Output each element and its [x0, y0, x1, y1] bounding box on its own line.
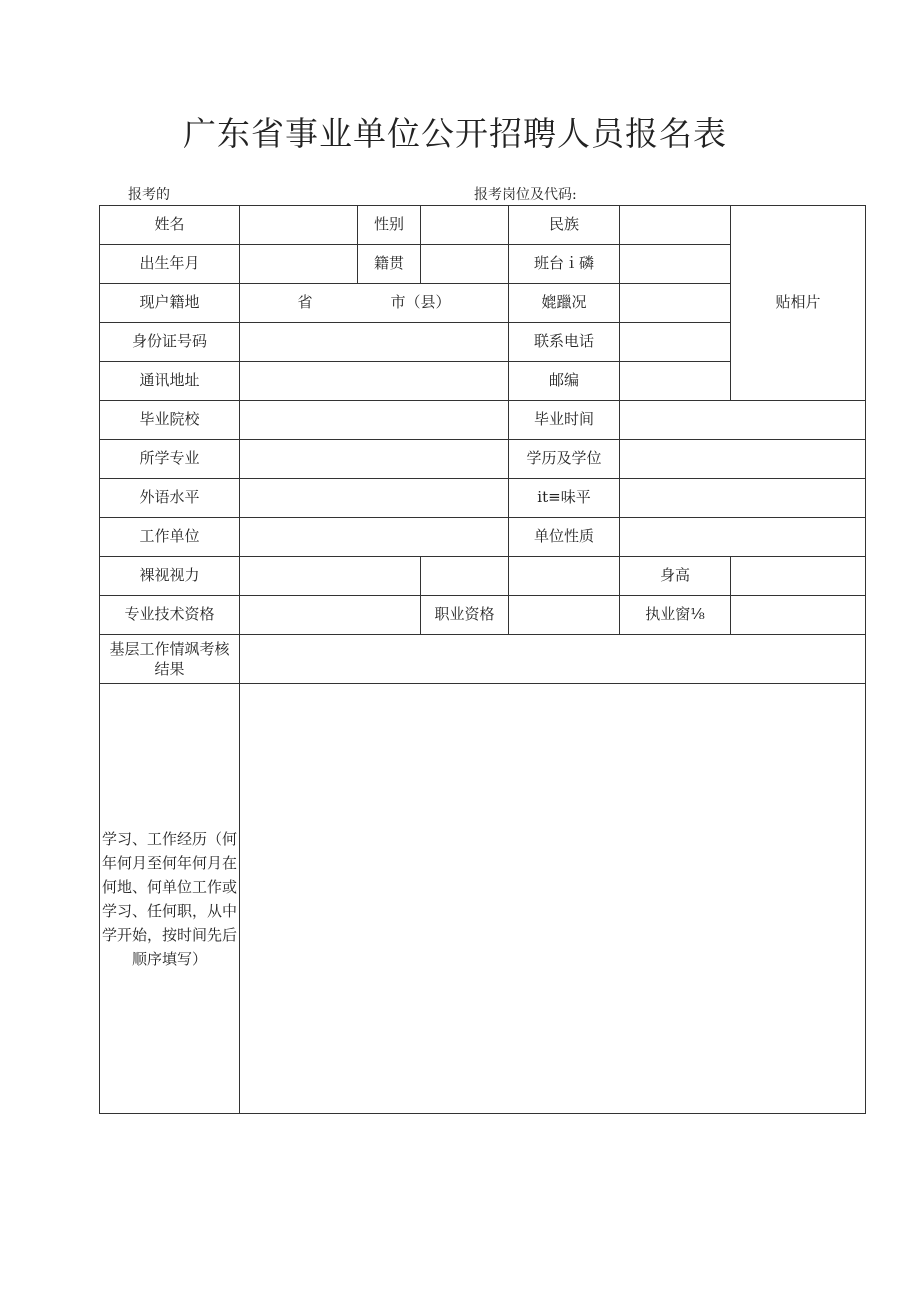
- birth-field[interactable]: [240, 245, 358, 284]
- computer-label: it≡味平: [509, 479, 620, 518]
- native-place-label: 籍贯: [358, 245, 421, 284]
- photo-box[interactable]: [731, 206, 866, 401]
- grad-time-label: 毕业时间: [509, 401, 620, 440]
- vocational-qual-field[interactable]: [509, 596, 620, 635]
- major-label: 所学专业: [100, 440, 240, 479]
- residence-label: 现户籍地: [100, 284, 240, 323]
- degree-field[interactable]: [620, 440, 866, 479]
- apply-unit-label: 报考的: [128, 187, 170, 203]
- work-unit-field[interactable]: [240, 518, 509, 557]
- marital-field[interactable]: [620, 284, 731, 323]
- vision-label: 裸视视力: [100, 557, 240, 596]
- marital-label: 媲躐况: [509, 284, 620, 323]
- residence-field[interactable]: [240, 284, 509, 323]
- post-code-label: 报考岗位及代码:: [474, 187, 577, 203]
- computer-field[interactable]: [620, 479, 866, 518]
- phone-field[interactable]: [620, 323, 731, 362]
- gender-label: 性别: [358, 206, 421, 245]
- practice-qual-label: 执业窗⅛: [620, 596, 731, 635]
- vision-right-field[interactable]: [421, 557, 509, 596]
- name-label: 姓名: [100, 206, 240, 245]
- work-unit-label: 工作单位: [100, 518, 240, 557]
- grassroots-label-line2: 结果: [154, 660, 185, 678]
- tech-qual-label: 专业技术资格: [100, 596, 240, 635]
- height-label: 身高: [620, 557, 731, 596]
- unit-nature-field[interactable]: [620, 518, 866, 557]
- vision-left-field[interactable]: [240, 557, 421, 596]
- gender-field[interactable]: [421, 206, 509, 245]
- political-label: 班台ｉ磷: [509, 245, 620, 284]
- id-number-label: 身份证号码: [100, 323, 240, 362]
- photo-label: 贴相片: [775, 293, 821, 312]
- grassroots-field[interactable]: [240, 635, 866, 684]
- birth-label: 出生年月: [100, 245, 240, 284]
- history-label: 学习、工作经历（何年何月至何年何月在何地、何单位工作或学习、任何职，从中学开始，按时间先后顺序填写）: [102, 829, 238, 968]
- school-field[interactable]: [240, 401, 509, 440]
- major-field[interactable]: [240, 440, 509, 479]
- foreign-lang-field[interactable]: [240, 479, 509, 518]
- grad-time-field[interactable]: [620, 401, 866, 440]
- practice-qual-field[interactable]: [731, 596, 866, 635]
- address-label: 通讯地址: [100, 362, 240, 401]
- phone-label: 联系电话: [509, 323, 620, 362]
- address-field[interactable]: [240, 362, 509, 401]
- ethnicity-field[interactable]: [620, 206, 731, 245]
- height-field[interactable]: [731, 557, 866, 596]
- native-place-field[interactable]: [421, 245, 509, 284]
- province-label: 省: [297, 293, 313, 312]
- degree-label: 学历及学位: [509, 440, 620, 479]
- school-label: 毕业院校: [100, 401, 240, 440]
- grassroots-label: [100, 635, 240, 684]
- page-title: 广东省事业单位公开招聘人员报名表: [183, 114, 727, 153]
- tech-qual-field[interactable]: [240, 596, 421, 635]
- vocational-qual-label: 职业资格: [421, 596, 509, 635]
- ethnicity-label: 民族: [509, 206, 620, 245]
- city-county-label: 市（县）: [390, 293, 451, 312]
- foreign-lang-label: 外语水平: [100, 479, 240, 518]
- grassroots-label-line1: 基层工作情飒考核: [109, 640, 230, 658]
- name-field[interactable]: [240, 206, 358, 245]
- postcode-label: 邮编: [509, 362, 620, 401]
- political-field[interactable]: [620, 245, 731, 284]
- vision-extra-field[interactable]: [509, 557, 620, 596]
- postcode-field[interactable]: [620, 362, 731, 401]
- unit-nature-label: 单位性质: [509, 518, 620, 557]
- registration-form: [99, 205, 866, 1114]
- history-field[interactable]: [240, 684, 866, 1114]
- history-label-cell: [100, 684, 240, 1114]
- id-number-field[interactable]: [240, 323, 509, 362]
